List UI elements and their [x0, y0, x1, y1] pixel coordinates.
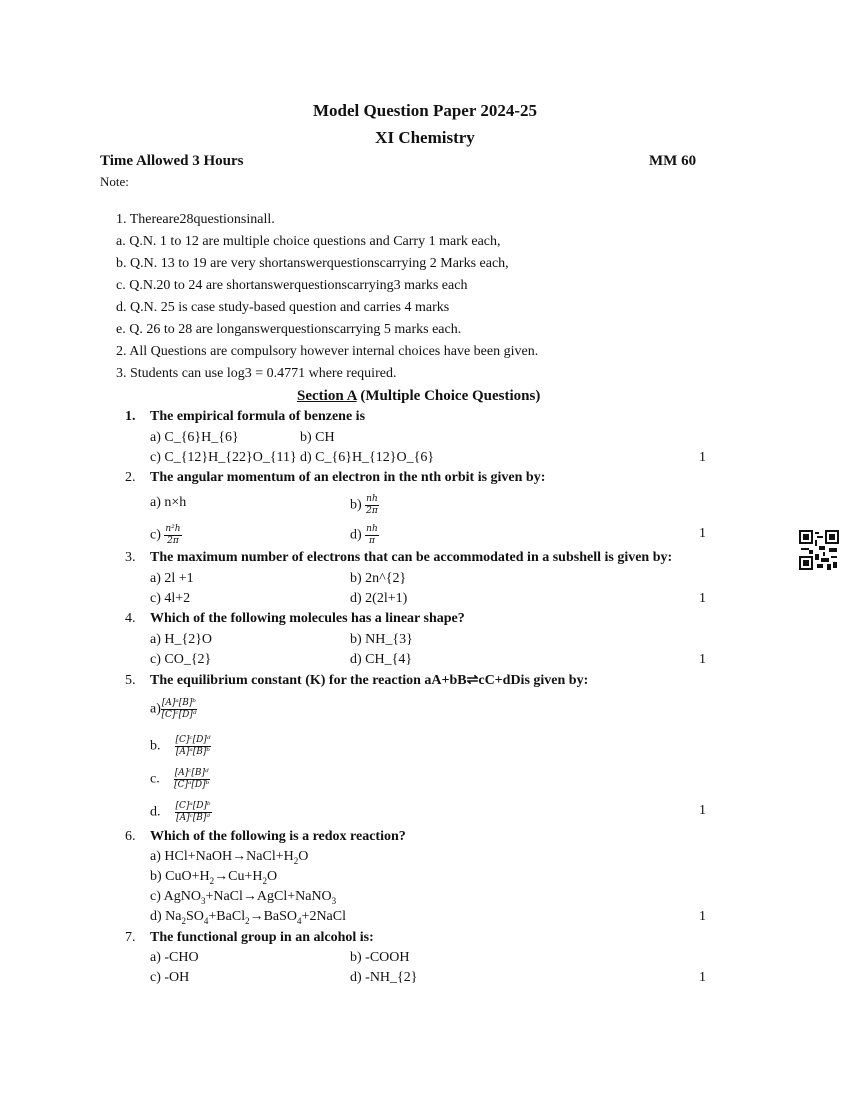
option: b) 2n^{2}	[350, 571, 407, 586]
max-marks: MM 60	[649, 153, 697, 169]
option: d) C_{6}H_{12}O_{6}	[300, 450, 435, 465]
question-number: 2.	[125, 470, 136, 485]
option: c) 4l+2	[150, 591, 191, 606]
section-desc: (Multiple Choice Questions)	[360, 388, 541, 404]
marks: 1	[699, 909, 706, 924]
fraction: $\frac{\text{[A]ᶜ[B]ᵈ}}{\text{[C]ᵃ[D]ᵇ}}$	[174, 768, 210, 790]
time-allowed: Time Allowed 3 Hours	[100, 153, 244, 169]
fraction: $\frac{\text{n²h}}{2\pi}$	[165, 524, 181, 546]
note-label: Note:	[100, 174, 129, 189]
option: c) CO_{2}	[150, 652, 212, 667]
section-heading	[297, 387, 540, 405]
question-number: 1.	[125, 409, 136, 424]
option: c) AgNO$_3$+NaCl→AgCl+NaNO$_3$	[150, 889, 337, 906]
note-item: a. Q.N. 1 to 12 are multiple choice questions and Carry 1 mark each,	[116, 234, 501, 249]
qr-code-icon	[799, 530, 839, 570]
note-item: e. Q. 26 to 28 are longanswerquestionscarrying 5 marks each.	[116, 322, 462, 337]
option: b) NH_{3}	[350, 632, 413, 647]
note-item: 1. Thereare28questionsinall.	[116, 212, 275, 227]
option: d) $\frac{nh}{\pi}$	[350, 524, 378, 546]
note-item: c. Q.N.20 to 24 are shortanswerquestionscarrying3 marks each	[116, 278, 468, 293]
option: c. $\frac{\text{[A]ᶜ[B]ᵈ}}{\text{[C]ᵃ[D]ᵇ}}$	[150, 768, 210, 790]
option: d) -NH_{2}	[350, 970, 418, 985]
fraction: $\frac{\text{[C]ᵃ[D]ᵇ}}{\text{[A]ᶜ[B]ᵈ}}$	[175, 801, 211, 823]
paper-title: Model Question Paper 2024-25	[313, 101, 537, 120]
question-number: 6.	[125, 829, 136, 844]
note-item: d. Q.N. 25 is case study-based question and carries 4 marks	[116, 300, 450, 315]
option: a) $\frac{\text{[A]ᵃ[B]ᵇ}}{\text{[C]ᶜ[D]ᵈ}}$	[150, 698, 197, 720]
option: a) n×h	[150, 495, 187, 510]
option: b. $\frac{\text{[C]ᶜ[D]ᵈ}}{\text{[A]ᵃ[B]ᵇ}}$	[150, 735, 211, 757]
option: b) $\frac{nh}{2\pi}$	[350, 494, 378, 516]
question-text: Which of the following molecules has a linear shape?	[150, 611, 465, 626]
note-item: b. Q.N. 13 to 19 are very shortanswerquestionscarrying 2 Marks each,	[116, 256, 509, 271]
question-text: The empirical formula of benzene is	[150, 409, 366, 424]
question-text: The functional group in an alcohol is:	[150, 930, 374, 945]
option: c) $\frac{\text{n²h}}{2\pi}$	[150, 524, 181, 546]
option: b) $CuO+H_2\to Cu+H_2O$	[150, 869, 278, 886]
question-number: 5.	[125, 673, 136, 688]
option: a) $HCl+NaOH\to NaCl+H_2O$	[150, 849, 309, 866]
question-number: 3.	[125, 550, 136, 565]
question-number: 4.	[125, 611, 136, 626]
question-text: Which of the following is a redox reaction?	[150, 829, 406, 844]
fraction: $\frac{\text{[C]ᶜ[D]ᵈ}}{\text{[A]ᵃ[B]ᵇ}}$	[175, 735, 211, 757]
option: c) C_{12}H_{22}O_{11}	[150, 450, 297, 465]
subject-title: XI Chemistry	[375, 128, 475, 147]
option: d) CH_{4}	[350, 652, 413, 667]
marks: 1	[699, 591, 706, 606]
option: a) -CHO	[150, 950, 199, 965]
option: b) CH	[300, 430, 335, 445]
question-text: The maximum number of electrons that can be accommodated in a subshell is given by:	[150, 550, 673, 565]
option: a) C_{6}H_{6}	[150, 430, 239, 445]
marks: 1	[699, 803, 706, 818]
option: a) 2l +1	[150, 571, 194, 586]
note-item: 3. Students can use log3 = 0.4771 where required.	[116, 366, 397, 381]
fraction: $\frac{nh}{\pi}$	[366, 524, 378, 546]
marks: 1	[699, 970, 706, 985]
question-number: 7.	[125, 930, 136, 945]
option: a) H_{2}O	[150, 632, 213, 647]
marks: 1	[699, 450, 706, 465]
note-item: 2. All Questions are compulsory however internal choices have been given.	[116, 344, 539, 359]
marks: 1	[699, 652, 706, 667]
option: b) -COOH	[350, 950, 410, 965]
option: d) 2(2l+1)	[350, 591, 408, 606]
option: d) $Na_2SO_4+BaCl_2\to BaSO_4+2NaCl$	[150, 909, 346, 926]
question-text: The equilibrium constant (K) for the reaction aA+bB⇌cC+dDis given by:	[150, 673, 589, 688]
question-text: The angular momentum of an electron in the nth orbit is given by:	[150, 470, 546, 485]
fraction: $\frac{nh}{2\pi}$	[366, 494, 378, 516]
fraction: $\frac{\text{[A]ᵃ[B]ᵇ}}{\text{[C]ᶜ[D]ᵈ}}$	[161, 698, 197, 720]
section-name: Section A	[297, 388, 357, 404]
option: c) -OH	[150, 970, 190, 985]
marks: 1	[699, 526, 706, 541]
option: d. $\frac{\text{[C]ᵃ[D]ᵇ}}{\text{[A]ᶜ[B]ᵈ}}$	[150, 801, 211, 823]
